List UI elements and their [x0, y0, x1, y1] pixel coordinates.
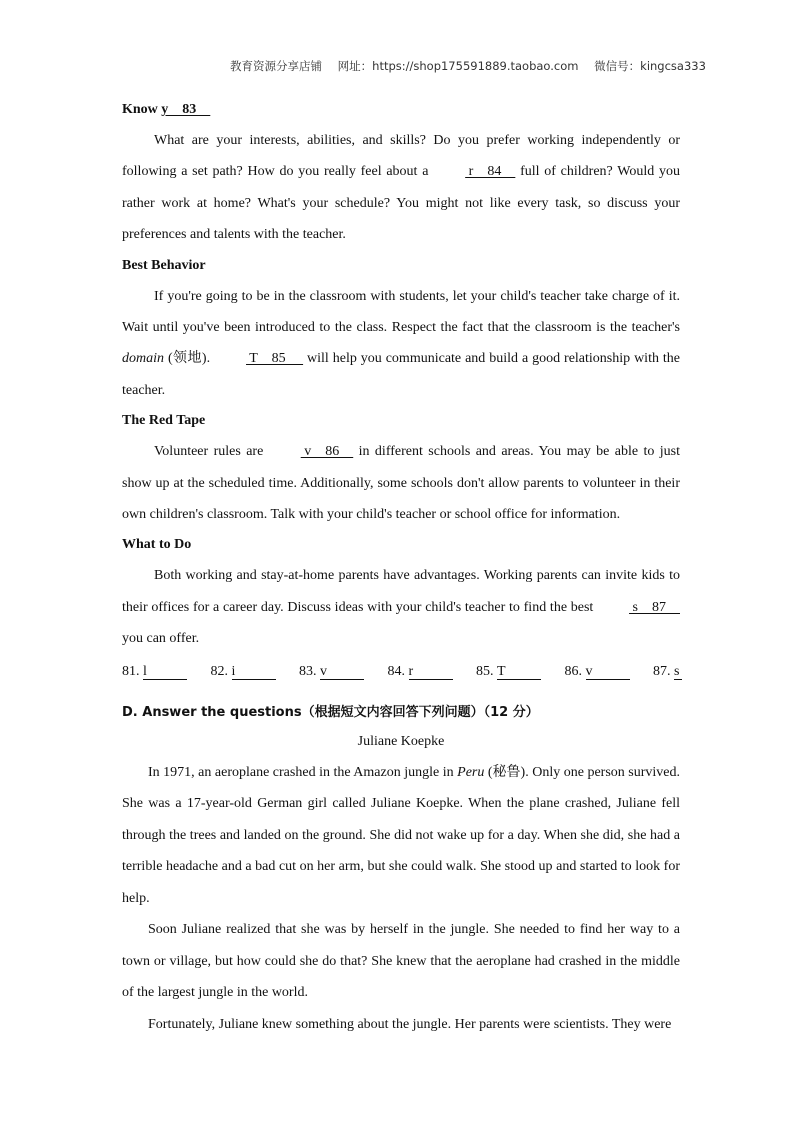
- answer-87: 87. s: [653, 657, 682, 687]
- document-body: [122, 95, 680, 1040]
- paragraph-know: What are your interests, abilities, and skills? Do you prefer working independently or following a set path? How do you really feel about a r 84 full of children? Would you rather work at home? What's your schedule? You might not like every task, so discuss your preferences and talents with the teacher.: [122, 133, 680, 243]
- blank-85: T 85: [246, 351, 304, 367]
- paragraph-red-tape: Volunteer rules are v 86 in different schools and areas. You may be able to just show up at the scheduled time. Additionally, some schools don't allow parents to volunteer in their own children's classroom. Talk with your child's teacher or school office for information.: [122, 436, 680, 530]
- answer-81-field[interactable]: l: [143, 664, 187, 680]
- shop-name: 教育资源分享店铺: [230, 59, 322, 73]
- answer-85: 85. T: [476, 657, 541, 687]
- blank-84: r 84: [465, 164, 516, 180]
- answer-row: [122, 657, 680, 687]
- shop-url: 网址：https://shop175591889.taobao.com: [337, 59, 579, 73]
- blank-87: s 87: [629, 599, 680, 615]
- blank-83: y 83: [161, 102, 211, 117]
- answer-85-field[interactable]: T: [497, 664, 541, 680]
- answer-81: 81. l: [122, 657, 187, 687]
- paragraph-what-to-do: Both working and stay-at-home parents have advantages. Working parents can invite kids to their offices for a career day. Discuss ideas with your child's teacher to find the best s 87 you can offer.: [122, 568, 680, 647]
- answer-83: 83. v: [299, 657, 364, 687]
- answer-82-field[interactable]: i: [232, 664, 276, 680]
- page-header: [230, 58, 706, 74]
- passage-paragraph-1: In 1971, an aeroplane crashed in the Amazon jungle in Peru (秘鲁). Only one person survived. She was a 17-year-old German girl called Juliane Koepke. When the plane crashed, Juliane fell through the trees and landed on the ground. She did not wake up for a day. When she did, she had a terrible headache and a bad cut on her arm, but she could walk. She stood up and started to look for help.: [122, 764, 680, 906]
- wechat-id: 微信号：kingcsa333: [594, 59, 706, 73]
- passage-title: Juliane Koepke: [357, 733, 445, 749]
- passage-paragraph-3: Fortunately, Juliane knew something about the jungle. Her parents were scientists. They were: [148, 1016, 672, 1032]
- answer-82: 82. i: [211, 657, 276, 687]
- paragraph-best-behavior: If you're going to be in the classroom with students, let your child's teacher take charge of it. Wait until you've been introduced to the class. Respect the fact that the classroom is the teacher's domain (领地). T 85 will help you communicate and build a good relationship with the teacher.: [122, 288, 681, 398]
- answer-86: 86. v: [565, 657, 630, 687]
- answer-83-field[interactable]: v: [320, 664, 364, 680]
- section-d-heading: D. Answer the questions（根据短文内容回答下列问题）（12 分）: [122, 704, 539, 720]
- answer-87-field[interactable]: s: [674, 664, 682, 680]
- italic-peru: Peru: [457, 764, 485, 780]
- section-heading-know: Know y 83: [122, 95, 680, 125]
- section-heading-red-tape: The Red Tape: [122, 413, 206, 429]
- answer-84-field[interactable]: r: [409, 664, 453, 680]
- blank-86: v 86: [300, 444, 354, 460]
- passage-paragraph-2: Soon Juliane realized that she was by herself in the jungle. She needed to find her way to a town or village, but how could she do that? She knew that the aeroplane had crashed in the middle of the largest jungle in the world.: [122, 922, 680, 1001]
- section-heading-best-behavior: Best Behavior: [122, 257, 206, 273]
- section-heading-what-to-do: What to Do: [122, 537, 192, 553]
- answer-84: 84. r: [388, 657, 453, 687]
- italic-domain: domain: [122, 351, 164, 367]
- answer-86-field[interactable]: v: [586, 664, 630, 680]
